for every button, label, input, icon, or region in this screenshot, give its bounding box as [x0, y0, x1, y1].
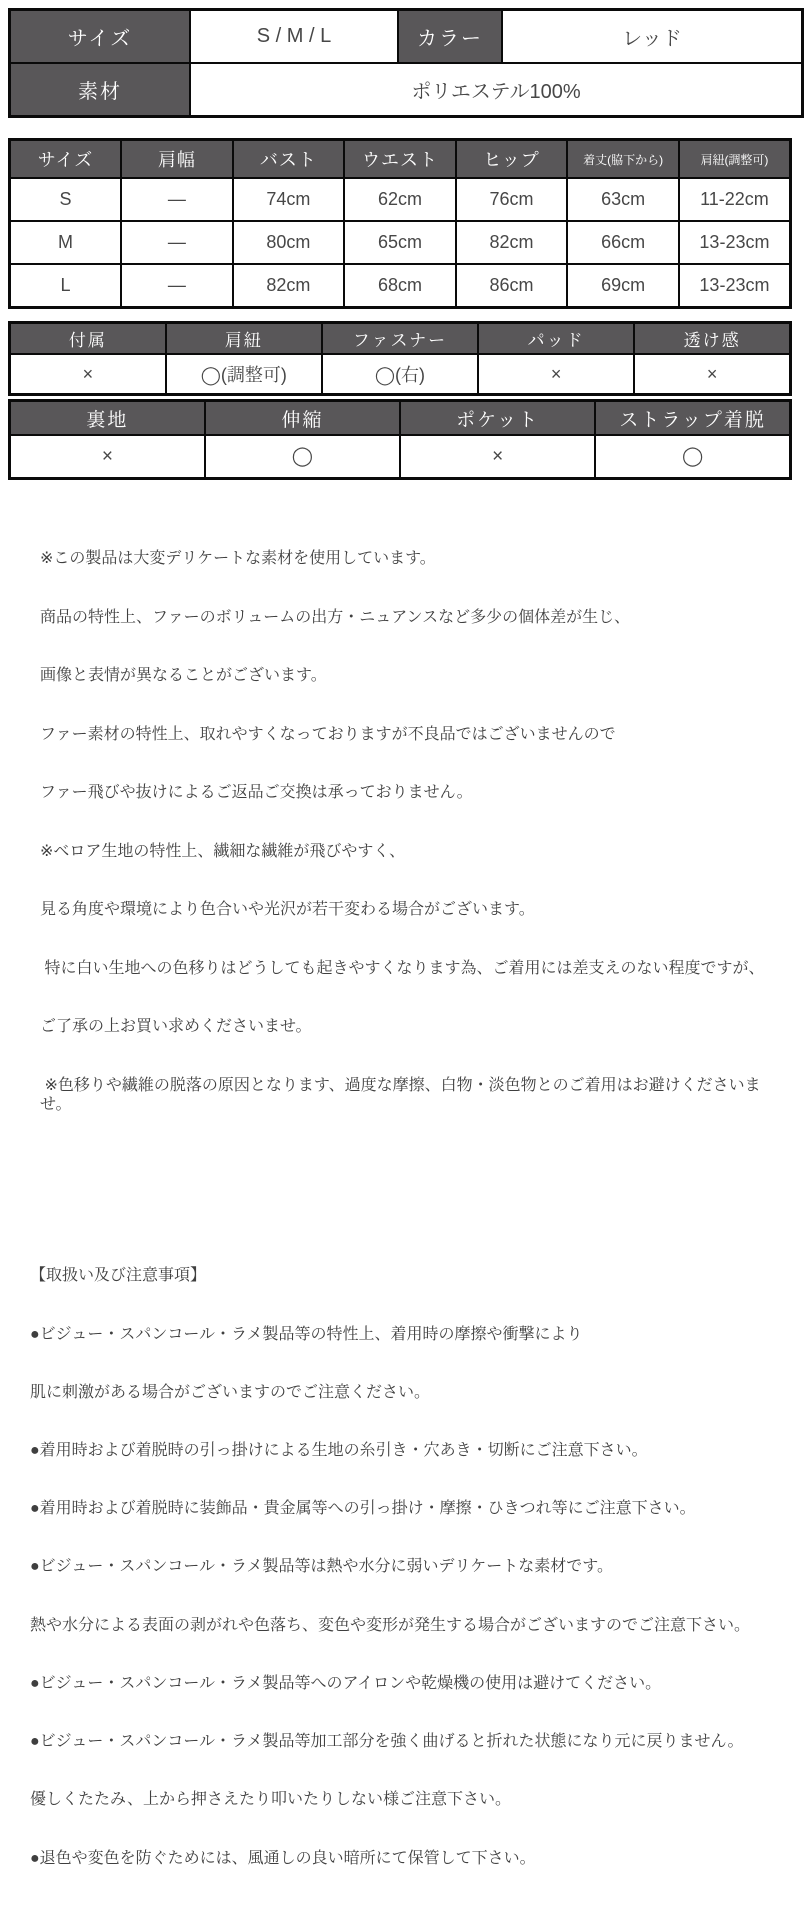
table-header-cell: ウエスト [344, 140, 456, 179]
table-header-cell: サイズ [10, 140, 122, 179]
note-line: ※この製品は大変デリケートな素材を使用しています。 [40, 550, 436, 567]
material-notes [8, 510, 792, 1154]
note-line: ※ベロア生地の特性上、繊細な繊維が飛びやすく、 [40, 842, 406, 860]
color-label-cell: カラー [398, 10, 502, 64]
size-value-cell: S / M / L [190, 10, 398, 64]
table-data-cell: S [10, 178, 122, 221]
size-chart-header-row [10, 140, 791, 179]
table-row [10, 178, 791, 221]
spec-table [8, 8, 804, 118]
handling-title: 【取扱い及び注意事項】 [30, 1267, 207, 1285]
table-row [10, 354, 791, 395]
table-header-cell: 透け感 [634, 323, 790, 355]
table-header-cell: ストラップ着脱 [595, 401, 790, 436]
table-data-cell: 82cm [456, 221, 568, 264]
size-chart-table [8, 138, 792, 309]
handling-line: ●着用時および着脱時の引っ掛けによる生地の糸引き・穴あき・切断にご注意下さい。 [30, 1441, 648, 1459]
table-data-cell: ◯(調整可) [166, 354, 322, 395]
handling-line: 肌に刺激がある場合がございますのでご注意ください。 [30, 1383, 431, 1401]
handling-line: ●着用時および着脱時に装飾品・貴金属等への引っ掛け・摩擦・ひきつれ等にご注意下さい。 [30, 1500, 696, 1518]
table-data-cell: ― [121, 178, 233, 221]
table-data-cell: 80cm [233, 221, 345, 264]
table-data-cell: ― [121, 264, 233, 308]
table-header-cell: ヒップ [456, 140, 568, 179]
table-data-cell: 65cm [344, 221, 456, 264]
table-data-cell: 11-22cm [679, 178, 791, 221]
handling-line: ●ビジュー・スパンコール・ラメ製品等の特性上、着用時の摩擦や衝撃により [30, 1325, 583, 1343]
table-row [10, 221, 791, 264]
note-line: ファー素材の特性上、取れやすくなっておりますが不良品ではございませんので [40, 725, 616, 743]
table-header-cell: 肩幅 [121, 140, 233, 179]
table-data-cell: 13-23cm [679, 221, 791, 264]
note-line: ファー飛びや抜けによるご返品ご交換は承っておりません。 [40, 784, 473, 801]
table-header-cell: バスト [233, 140, 345, 179]
note-line: 商品の特性上、ファーのボリュームの出方・ニュアンスなど多少の個体差が生じ、 [40, 608, 631, 626]
note-line: ご了承の上お買い求めくださいませ。 [40, 1018, 312, 1035]
table-row [10, 435, 791, 479]
color-value-cell: レッド [502, 10, 803, 64]
table-header-cell: 着丈(脇下から) [567, 140, 679, 179]
table-data-cell: M [10, 221, 122, 264]
features-2-header-row [10, 401, 791, 436]
table-data-cell: ◯ [205, 435, 400, 479]
table-data-cell: 68cm [344, 264, 456, 308]
features-table-1 [8, 321, 792, 396]
material-label-cell: 素材 [10, 63, 191, 117]
table-data-cell: × [634, 354, 790, 395]
size-label-cell: サイズ [10, 10, 191, 64]
material-value-cell: ポリエステル100% [190, 63, 803, 117]
handling-line: ●ビジュー・スパンコール・ラメ製品等は熱や水分に弱いデリケートな素材です。 [30, 1558, 613, 1576]
table-header-cell: 肩紐 [166, 323, 322, 355]
table-data-cell: 66cm [567, 221, 679, 264]
handling-instructions [8, 1228, 792, 1907]
table-data-cell: 69cm [567, 264, 679, 308]
table-data-cell: 62cm [344, 178, 456, 221]
note-line: 特に白い生地への色移りはどうしても起きやすくなります為、ご着用には差支えのない程度ですが、 [40, 959, 765, 977]
handling-line: ●退色や変色を防ぐためには、風通しの良い暗所にて保管して下さい。 [30, 1849, 536, 1867]
note-line: ※色移りや繊維の脱落の原因となります、過度な摩擦、白物・淡色物とのご着用はお避けくださいませ。 [40, 1076, 761, 1113]
table-data-cell: × [10, 435, 205, 479]
table-data-cell: 63cm [567, 178, 679, 221]
table-header-cell: 肩紐(調整可) [679, 140, 791, 179]
table-data-cell: 13-23cm [679, 264, 791, 308]
handling-line: 熱や水分による表面の剥がれや色落ち、変色や変形が発生する場合がございますのでご注意下さい。 [30, 1616, 751, 1634]
handling-line: ●ビジュー・スパンコール・ラメ製品等へのアイロンや乾燥機の使用は避けてください。 [30, 1674, 662, 1692]
table-row [10, 264, 791, 308]
features-1-header-row [10, 323, 791, 355]
table-header-cell: 裏地 [10, 401, 205, 436]
table-data-cell: ― [121, 221, 233, 264]
table-header-cell: 付属 [10, 323, 166, 355]
table-data-cell: × [400, 435, 595, 479]
table-header-cell: パッド [478, 323, 634, 355]
table-header-cell: ファスナー [322, 323, 478, 355]
note-line: 画像と表情が異なることがございます。 [40, 667, 327, 684]
table-data-cell: L [10, 264, 122, 308]
handling-line: 優しくたたみ、上から押さえたり叩いたりしない様ご注意下さい。 [30, 1791, 511, 1809]
table-data-cell: 82cm [233, 264, 345, 308]
table-header-cell: 伸縮 [205, 401, 400, 436]
features-table-2 [8, 399, 792, 480]
note-line: 見る角度や環境により色合いや光沢が若干変わる場合がございます。 [40, 901, 535, 918]
table-data-cell: ◯(右) [322, 354, 478, 395]
table-header-cell: ポケット [400, 401, 595, 436]
table-data-cell: 86cm [456, 264, 568, 308]
table-data-cell: 76cm [456, 178, 568, 221]
table-data-cell: × [478, 354, 634, 395]
table-data-cell: 74cm [233, 178, 345, 221]
handling-line: ●ビジュー・スパンコール・ラメ製品等加工部分を強く曲げると折れた状態になり元に戻りません。 [30, 1733, 744, 1751]
table-data-cell: ◯ [595, 435, 790, 479]
table-data-cell: × [10, 354, 166, 395]
